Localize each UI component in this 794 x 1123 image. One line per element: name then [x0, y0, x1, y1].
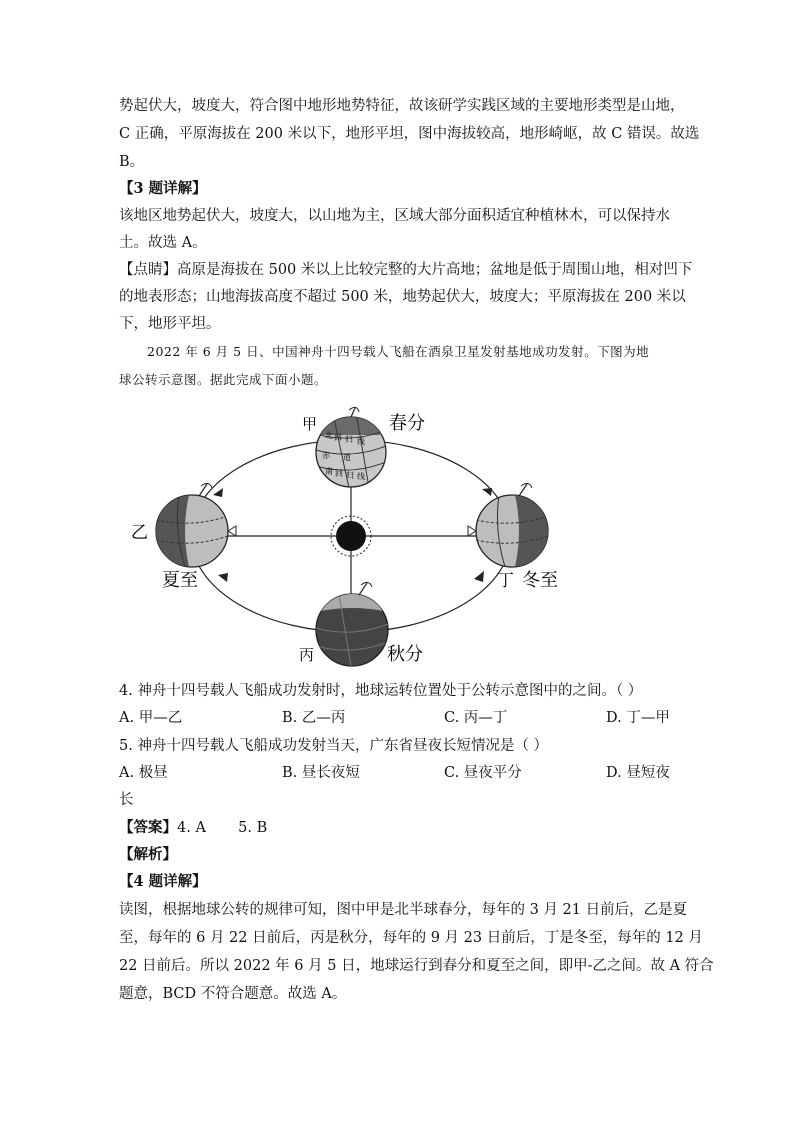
- q5-option-d-cont: 长: [119, 792, 134, 808]
- label-winter-solstice: 冬至: [522, 570, 558, 591]
- answer-text: 4. A 5. B: [177, 820, 268, 836]
- svg-text:归: 归: [346, 471, 354, 480]
- analysis-heading: 【解析】: [119, 846, 177, 863]
- globe-winter: [468, 483, 548, 567]
- label-autumn-equinox: 秋分: [387, 644, 423, 665]
- svg-text:赤: 赤: [322, 451, 330, 460]
- svg-text:北: 北: [325, 431, 333, 440]
- answer-tag: 【答案】: [119, 819, 177, 836]
- q5-option-b[interactable]: B. 昼长夜短: [282, 765, 360, 781]
- globe-summer: [156, 483, 236, 567]
- text-line: 的地表形态；山地海拔高度不超过 500 米，地势起伏大，坡度大；平原海拔在 200 米以: [119, 289, 686, 305]
- question-intro: 2022 年 6 月 5 日、中国神舟十四号载人飞船在酒泉卫星发射基地成功发射。下图为地: [147, 344, 650, 359]
- text-line: 该地区地势起伏大，坡度大，以山地为主，区域大部分面积适宜种植林木，可以保持水: [119, 208, 670, 224]
- label-ding: 丁: [497, 571, 514, 591]
- orbit-arrow: [482, 488, 492, 496]
- question-4-stem: 4. 神舟十四号载人飞船成功发射时，地球运转位置处于公转示意图中的之间。（ ）: [119, 683, 643, 699]
- label-summer-solstice: 夏至: [162, 570, 198, 591]
- globe-autumn: [316, 582, 388, 666]
- label-spring-equinox: 春分: [389, 413, 425, 434]
- text-line: C 正确，平原海拔在 200 米以下，地形平坦，图中海拔较高，地形崎岖，故 C 错误。故选: [119, 126, 700, 142]
- q4-option-a[interactable]: A. 甲—乙: [119, 710, 183, 726]
- svg-text:归: 归: [345, 435, 353, 444]
- text-line: 土。故选 A。: [119, 235, 207, 251]
- globe-spring: [316, 407, 386, 488]
- q4-option-d[interactable]: D. 丁—甲: [606, 710, 670, 726]
- svg-text:道: 道: [343, 453, 351, 462]
- explain-line: 题意，BCD 不符合题意。故选 A。: [119, 986, 347, 1002]
- text-line: B。: [119, 154, 145, 170]
- q5-option-a[interactable]: A. 极昼: [119, 765, 168, 781]
- detail-4-heading: 【4 题详解】: [119, 873, 207, 890]
- q4-option-c[interactable]: C. 丙—丁: [444, 710, 508, 726]
- q4-option-b[interactable]: B. 乙—丙: [282, 710, 346, 726]
- text-line: 下，地形平坦。: [119, 316, 221, 332]
- q5-option-c[interactable]: C. 昼夜平分: [444, 765, 522, 781]
- q5-option-d[interactable]: D. 昼短夜: [606, 765, 670, 781]
- tip-line: 【点睛】高原是海拔在 500 米以上比较完整的大片高地；盆地是低于周围山地，相对凹下: [119, 262, 693, 278]
- explain-line: 22 日前后。所以 2022 年 6 月 5 日，地球运行到春分和夏至之间，即甲-乙之间。故 A 符合: [119, 958, 714, 974]
- answer-line: [119, 818, 267, 838]
- svg-text:回: 回: [334, 433, 342, 442]
- svg-text:南: 南: [325, 467, 333, 476]
- text-line: 势起伏大，坡度大，符合图中地形地势特征，故该研学实践区域的主要地形类型是山地，: [119, 98, 685, 114]
- sun-icon: [331, 516, 371, 556]
- earth-revolution-diagram: [119, 400, 679, 672]
- svg-text:线: 线: [357, 437, 365, 446]
- label-yi: 乙: [131, 523, 148, 543]
- question-5-stem: 5. 神舟十四号载人飞船成功发射当天，广东省昼夜长短情况是（ ）: [119, 738, 549, 754]
- label-jia: 甲: [302, 415, 318, 433]
- svg-text:回: 回: [335, 469, 343, 478]
- orbit-arrow: [474, 571, 484, 582]
- label-bing: 丙: [299, 646, 315, 664]
- svg-text:线: 线: [357, 472, 365, 481]
- section-heading: 【3 题详解】: [119, 180, 207, 197]
- explain-line: 读图，根据地球公转的规律可知，图中甲是北半球春分，每年的 3 月 21 日前后，乙是夏: [119, 902, 688, 918]
- question-intro: 球公转示意图。据此完成下面小题。: [119, 372, 328, 387]
- orbit-arrow: [213, 488, 223, 497]
- explain-line: 至，每年的 6 月 22 日前后，丙是秋分，每年的 9 月 23 日前后，丁是冬至，每年的 12 月: [119, 930, 703, 946]
- orbit-arrow: [218, 573, 228, 582]
